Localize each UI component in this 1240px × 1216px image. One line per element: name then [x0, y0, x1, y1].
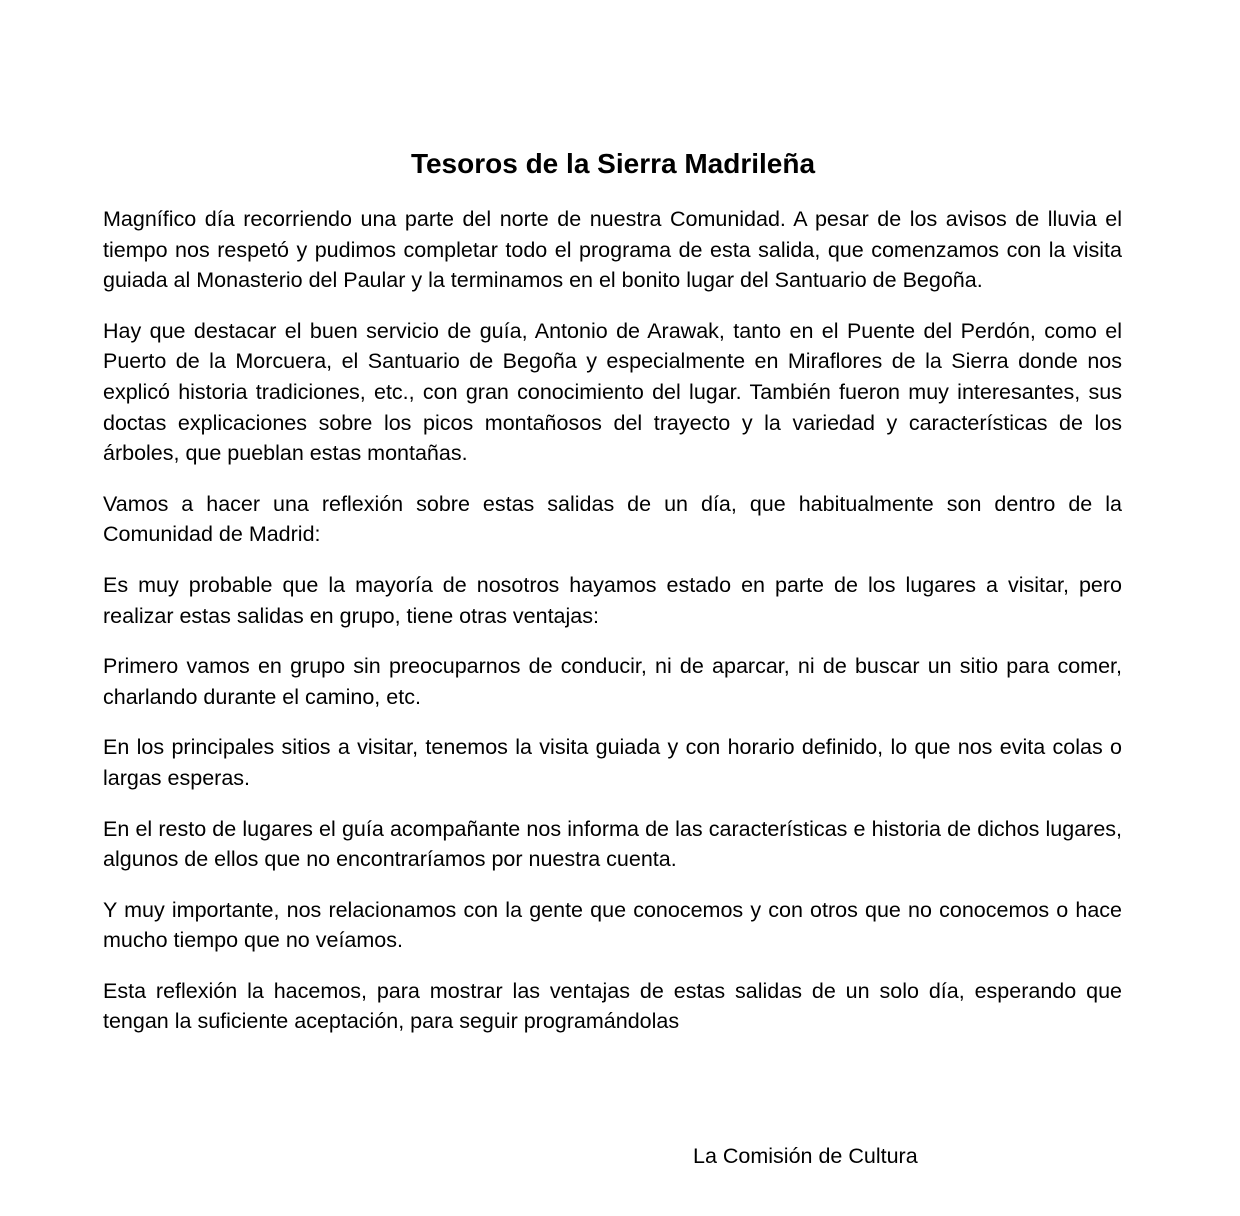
paragraph-social: Y muy importante, nos relacionamos con la gente que conocemos y con otros que no conocemos o hace mucho tiempo que no veíamos.: [103, 897, 1122, 953]
paragraph-guided-visits: En los principales sitios a visitar, tenemos la visita guiada y con horario definido, lo que nos evita colas o largas esperas.: [103, 735, 1122, 790]
document-body: [103, 204, 1122, 1057]
paragraph-guide: Hay que destacar el buen servicio de guía, Antonio de Arawak, tanto en el Puente del Perdón, como el Puerto de la Morcuera, el Santuario de Begoña y especialmente en Miraflores de la Sierra donde nos explicó historia tradiciones, etc., con gran conocimiento del lugar. También fueron muy interesantes, sus doctas explicaciones sobre los picos montañosos del trayecto y la variedad y características de los árboles, que pueblan estas montañas.: [103, 318, 1122, 466]
paragraph-reflection: Vamos a hacer una reflexión sobre estas salidas de un día, que habitualmente son dentro de la Comunidad de Madrid:: [103, 491, 1122, 547]
signature: La Comisión de Cultura: [693, 1144, 918, 1168]
paragraph-guide-info: En el resto de lugares el guía acompañante nos informa de las características e historia de dichos lugares, algunos de ellos que no encontraríamos por nuestra cuenta.: [103, 816, 1122, 872]
document-title: Tesoros de la Sierra Madrileña: [410, 148, 816, 179]
paragraph-intro: Magnífico día recorriendo una parte del norte de nuestra Comunidad. A pesar de los avisos de lluvia el tiempo nos respetó y pudimos completar todo el programa de esta salida, que comenzamos con la visita guiada al Monasterio del Paular y la terminamos en el bonito lugar del Santuario de Begoña.: [103, 207, 1122, 293]
paragraph-advantages: Es muy probable que la mayoría de nosotros hayamos estado en parte de los lugares a visitar, pero realizar estas salidas en grupo, tiene otras ventajas:: [103, 572, 1122, 628]
paragraph-transport: Primero vamos en grupo sin preocuparnos de conducir, ni de aparcar, ni de buscar un sitio para comer, charlando durante el camino, etc.: [103, 654, 1122, 709]
paragraph-closing: Esta reflexión la hacemos, para mostrar las ventajas de estas salidas de un solo día, esperando que tengan la suficiente aceptación, para seguir programándolas: [103, 978, 1122, 1034]
